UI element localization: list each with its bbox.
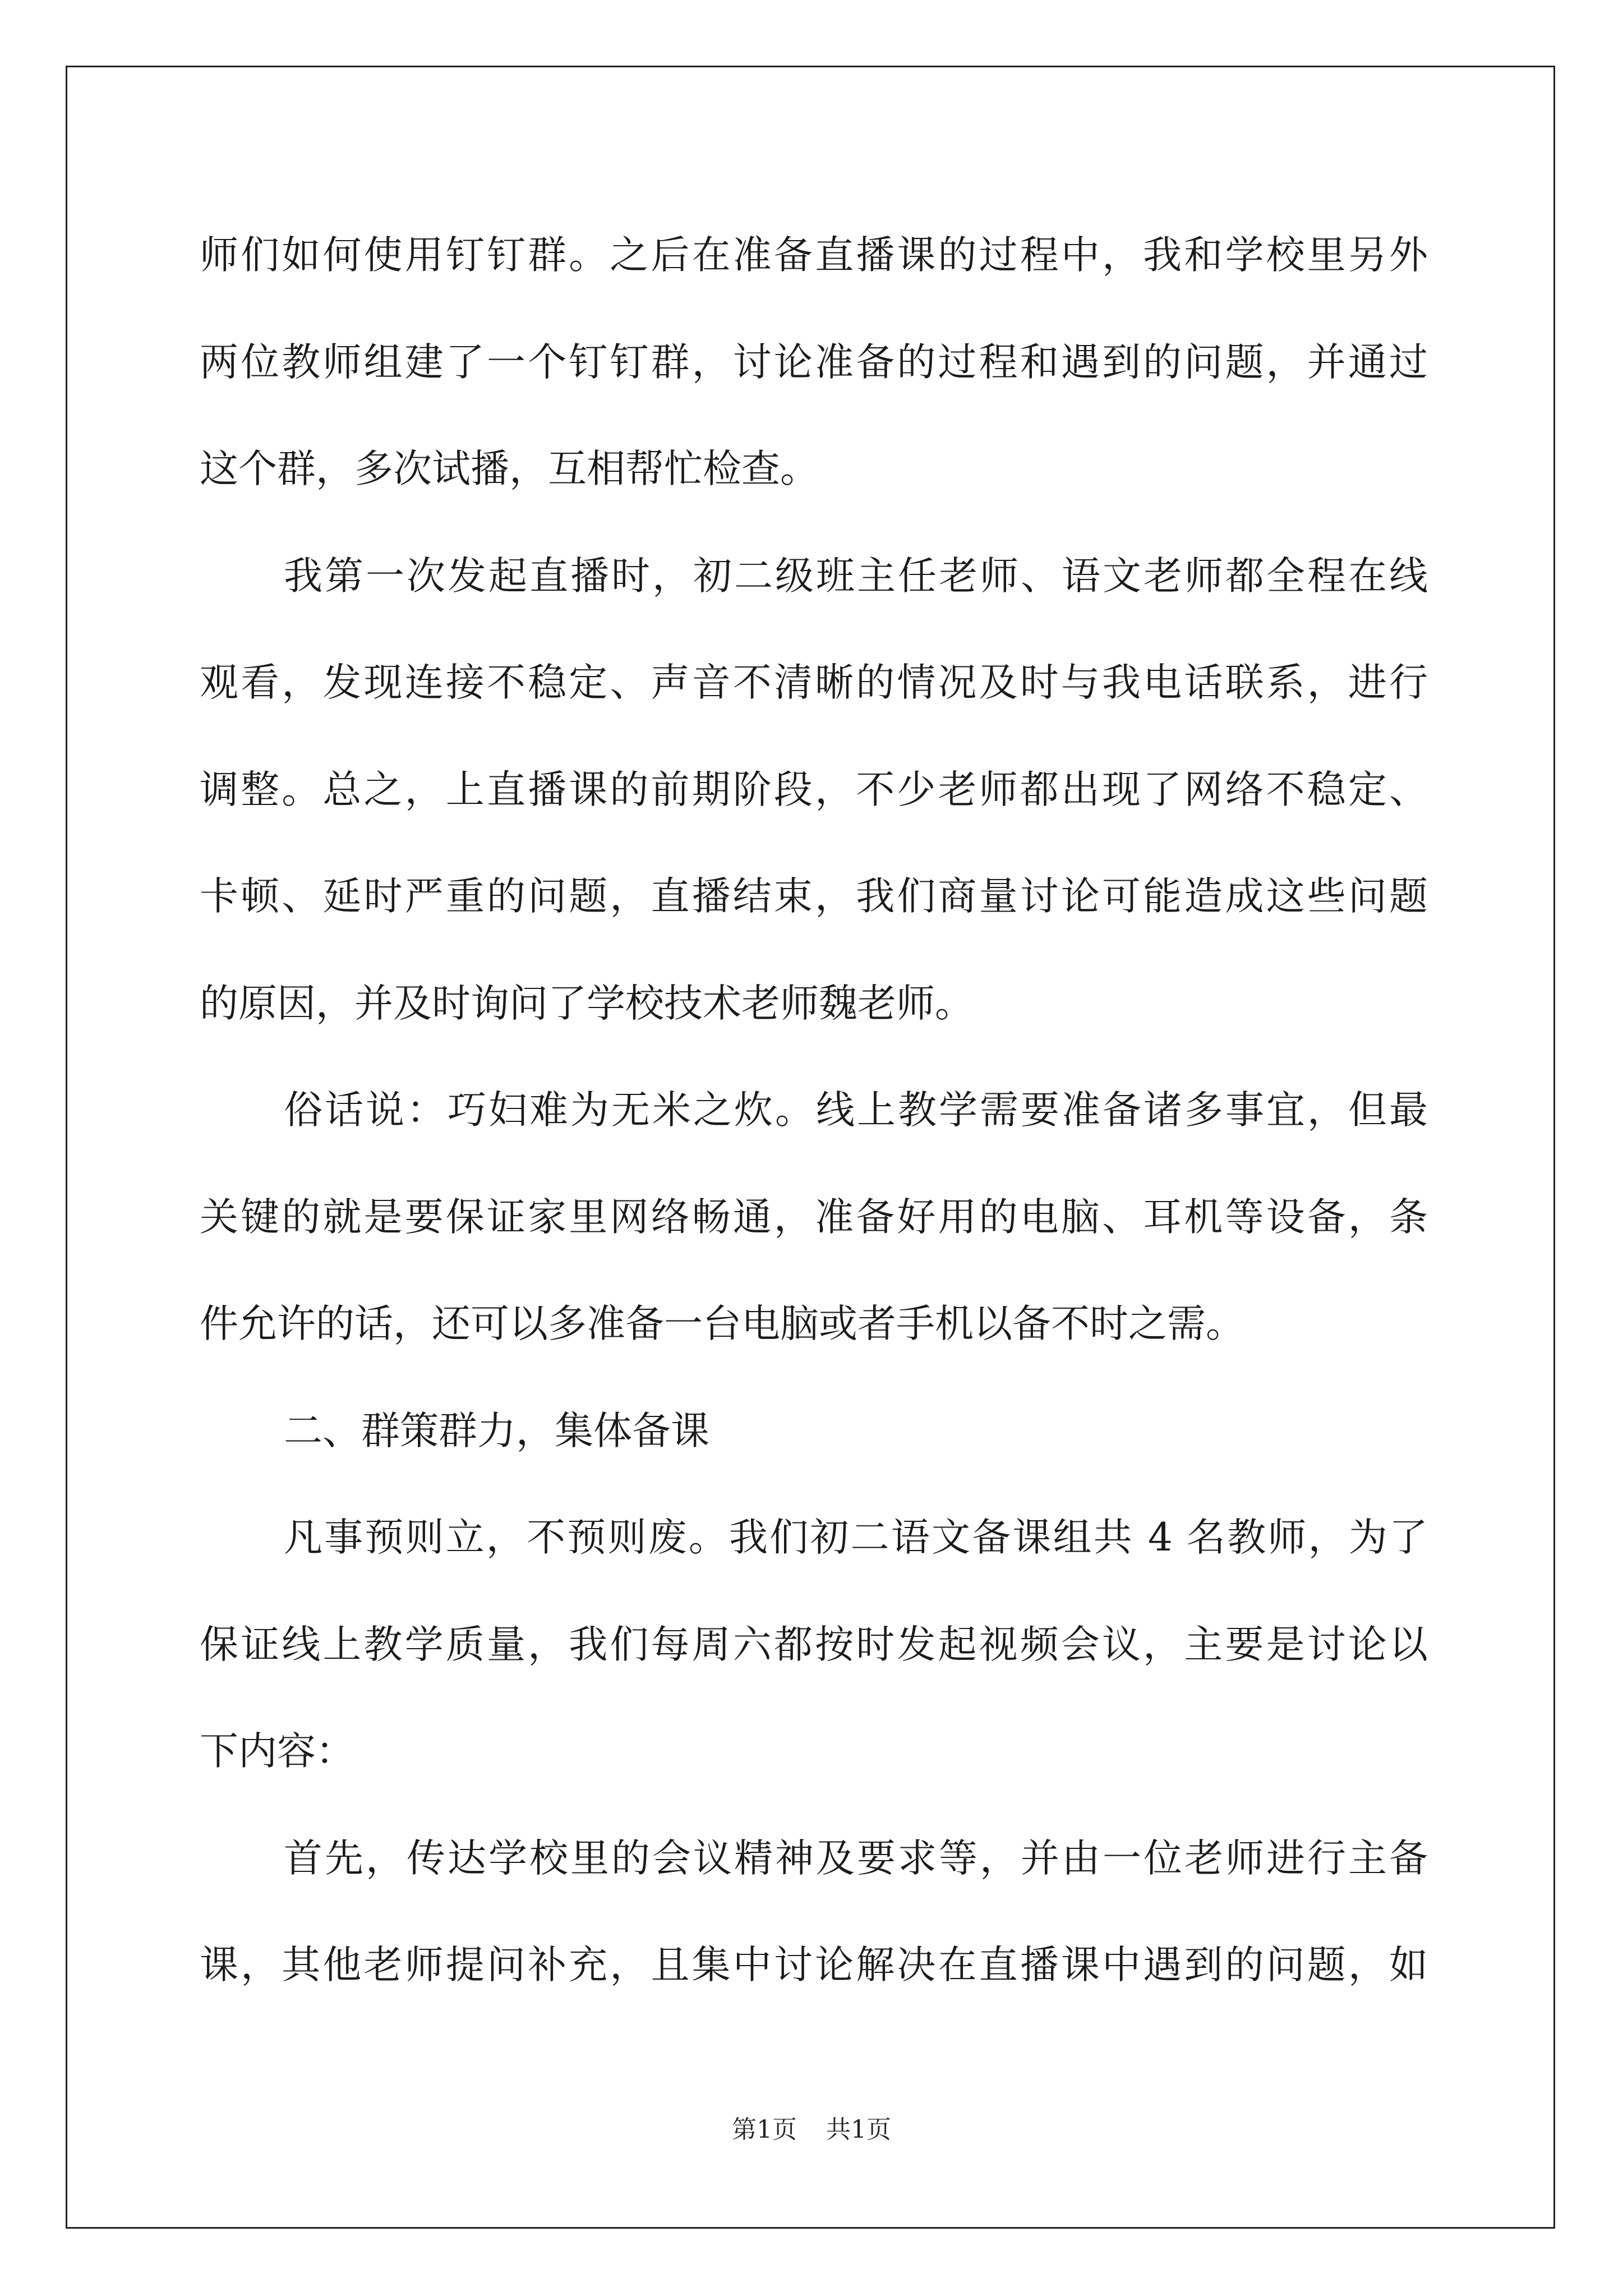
text-line: 件允许的话，还可以多准备一台电脑或者手机以备不时之需。 [200,1301,1244,1346]
text-line: 首先，传达学校里的会议精神及要求等，并由一位老师进行主备 [284,1835,1428,1881]
text-line: 课，其他老师提问补充，且集中讨论解决在直播课中遇到的问题，如 [200,1943,1428,1987]
text-line: 保证线上教学质量，我们每周六都按时发起视频会议，主要是讨论以 [200,1622,1428,1667]
text-line: 我第一次发起直播时，初二级班主任老师、语文老师都全程在线 [284,553,1428,599]
page-footer [0,2109,1623,2145]
text-line: 关键的就是要保证家里网络畅通，准备好用的电脑、耳机等设备，条 [200,1194,1428,1240]
text-line: 师们如何使用钉钉群。之后在准备直播课的过程中，我和学校里另外 [200,233,1428,278]
text-line: 下内容： [200,1729,354,1774]
text-line: 两位教师组建了一个钉钉群，讨论准备的过程和遇到的问题，并通过 [200,339,1428,385]
text-line: 这个群，多次试播，互相帮忙检查。 [200,447,819,491]
document-body [200,202,1428,2019]
page-number: 第1页 [732,2115,797,2144]
section-heading: 二、群策群力，集体备课 [284,1408,709,1453]
text-line: 俗话说：巧妇难为无米之炊。线上教学需要准备诸多事宜，但最 [284,1088,1428,1133]
text-line: 观看，发现连接不稳定、声音不清晰的情况及时与我电话联系，进行 [200,660,1428,705]
text-line: 的原因，并及时询问了学校技术老师魏老师。 [200,981,974,1026]
text-line: 凡事预则立，不预则废。我们初二语文备课组共 4 名教师，为了 [284,1515,1428,1560]
text-line: 调整。总之，上直播课的前期阶段，不少老师都出现了网络不稳定、 [200,767,1428,812]
text-line: 卡顿、延时严重的问题，直播结束，我们商量讨论可能造成这些问题 [200,874,1428,919]
page-total: 共1页 [826,2115,891,2144]
